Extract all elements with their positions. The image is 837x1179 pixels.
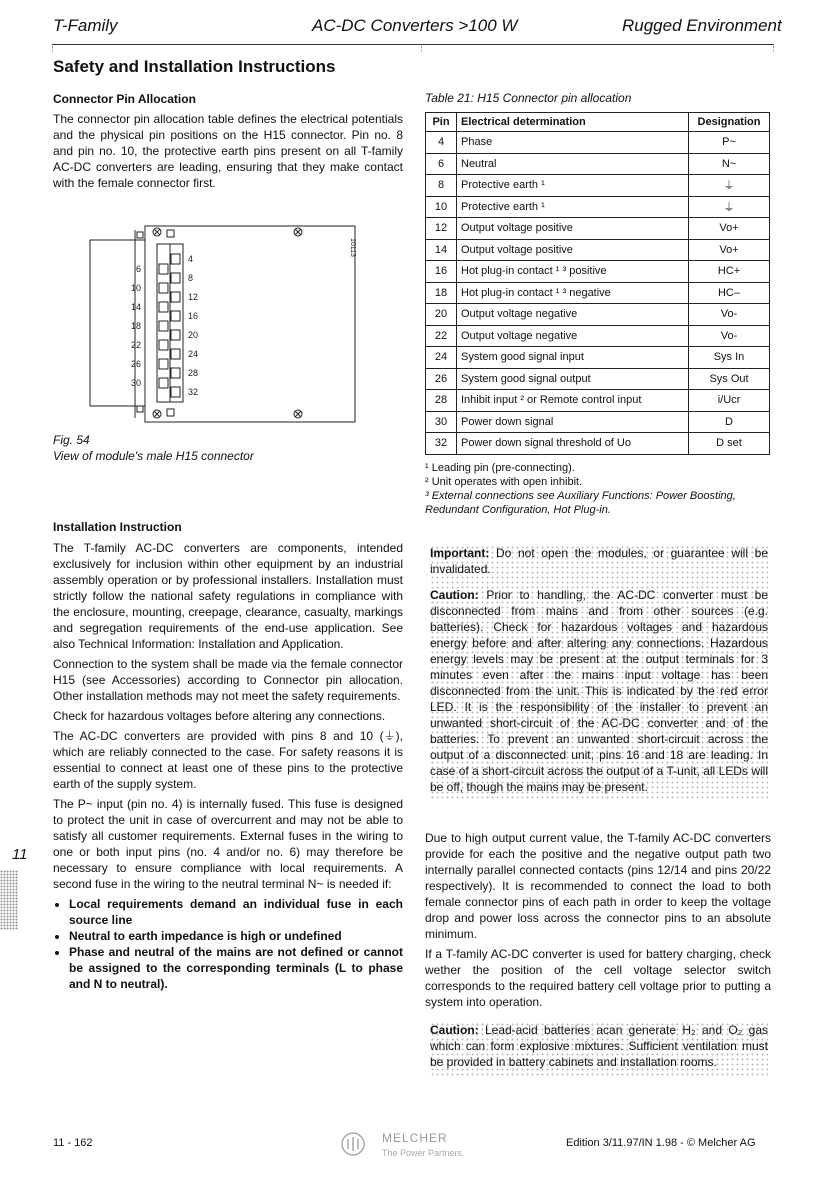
table-row bbox=[426, 304, 770, 326]
figure-code: 10113 bbox=[349, 238, 356, 257]
table-row bbox=[426, 325, 770, 347]
header-left: T-Family bbox=[53, 16, 118, 35]
edition-text: Edition 3/11.97/IN 1.98 - © Melcher AG bbox=[566, 1137, 756, 1149]
chapter-marker: 11 bbox=[12, 846, 28, 863]
cell-electrical: Power down signal threshold of Uo bbox=[457, 433, 689, 455]
table-row bbox=[426, 433, 770, 455]
caution2-label: Caution: bbox=[430, 1023, 479, 1037]
col-pin: Pin bbox=[426, 113, 457, 132]
svg-text:10: 10 bbox=[130, 283, 141, 293]
cell-electrical: Power down signal bbox=[457, 411, 689, 433]
cell-electrical: System good signal output bbox=[457, 368, 689, 390]
svg-text:20: 20 bbox=[188, 330, 199, 340]
caution-box-2 bbox=[430, 1022, 768, 1076]
table-row bbox=[426, 282, 770, 304]
install-p3: Check for hazardous voltages before altering any connections. bbox=[53, 709, 386, 723]
cell-designation: Sys In bbox=[689, 347, 770, 369]
svg-text:4: 4 bbox=[188, 254, 194, 264]
cell-designation: D set bbox=[689, 433, 770, 455]
cell-pin: 28 bbox=[426, 390, 457, 412]
svg-text:22: 22 bbox=[130, 340, 141, 350]
cell-designation: Vo- bbox=[689, 325, 770, 347]
page-title: Safety and Installation Instructions bbox=[53, 57, 336, 76]
cell-designation: P~ bbox=[689, 132, 770, 154]
table-row bbox=[426, 347, 770, 369]
caution2-text: Lead-acid batteries acan generate H₂ and O₂ gas which can form explosive mixtures. Sufficient ventilation must be provided in battery cabinets and installation rooms. bbox=[430, 1023, 768, 1069]
install-p2: Connection to the system shall be made via the female connector H15 (see Accessories) according to Connector pin allocation. Other installation methods may not meet the safety requirements. bbox=[53, 657, 403, 703]
cell-designation: Vo- bbox=[689, 304, 770, 326]
important-label: Important: bbox=[430, 546, 490, 560]
cell-electrical: Protective earth ¹ bbox=[457, 175, 689, 197]
table-row bbox=[426, 218, 770, 240]
cell-electrical: Output voltage negative bbox=[457, 325, 689, 347]
col-electrical: Electrical determination bbox=[457, 113, 689, 132]
cell-electrical: Phase bbox=[457, 132, 689, 154]
table-row bbox=[426, 239, 770, 261]
header-tick bbox=[421, 46, 422, 52]
svg-text:12: 12 bbox=[188, 292, 199, 302]
table-caption: Table 21: H15 Connector pin allocation bbox=[425, 91, 632, 105]
cell-electrical: Output voltage positive bbox=[457, 239, 689, 261]
cell-pin: 12 bbox=[426, 218, 457, 240]
svg-text:26: 26 bbox=[130, 359, 141, 369]
header-tick bbox=[773, 46, 774, 52]
cell-pin: 22 bbox=[426, 325, 457, 347]
table-row bbox=[426, 411, 770, 433]
svg-text:32: 32 bbox=[188, 387, 199, 397]
important-text: Do not open the modules, or guarantee will be invalidated. bbox=[430, 546, 768, 576]
install-p1: The T-family AC-DC converters are components, intended exclusively for inclusion within other equipment by an industrial assembly operation or by professional installers. Installation must strictly follow the national safety regulations in compliance with the enclosure, mounting, creepage, clearance, casualty, markings and segregation requirements of the end-use application. See also Technical Information: Installation and Application. bbox=[53, 541, 403, 651]
right-text bbox=[425, 830, 771, 1014]
table-row bbox=[426, 368, 770, 390]
caution-label: Caution: bbox=[430, 588, 479, 602]
warning-box bbox=[430, 545, 768, 801]
header-tick bbox=[52, 46, 53, 52]
cell-pin: 16 bbox=[426, 261, 457, 283]
cell-designation: HC– bbox=[689, 282, 770, 304]
connector-heading: Connector Pin Allocation bbox=[53, 92, 196, 106]
list-item: • Local requirements demand an individual fuse in each source line bbox=[69, 896, 403, 928]
connector-text: The connector pin allocation table defines the electrical potentials and the physical pin positions on the H15 connector. Pin no. 8 and pin no. 10, the protective earth pins present on all T-family AC-DC converters are leading, ensuring that they make contact with the female connector first. bbox=[53, 112, 403, 190]
cell-electrical: Output voltage positive bbox=[457, 218, 689, 240]
output-paragraph: Due to high output current value, the T-family AC-DC converters provide for each the positive and the negative output path two internally parallel connected contacts (pins 12/14 and pins 20/22 respectively). It is recommended to connect the load to both female connector pins of each path in order to keep the voltage drop and power loss across the connector pins to an absolute minimum. bbox=[425, 831, 771, 941]
cell-designation: Vo+ bbox=[689, 218, 770, 240]
cell-pin: 8 bbox=[426, 175, 457, 197]
cell-designation: ⏚ bbox=[689, 175, 770, 197]
header-right: Rugged Environment bbox=[622, 16, 782, 35]
footnote-2: ² Unit operates with open inhibit. bbox=[425, 476, 583, 488]
battery-paragraph: If a T-family AC-DC converter is used for battery charging, check wether the position of the cell voltage selector switch corresponds to the required battery cell voltage prior to putting a system into operation. bbox=[425, 947, 771, 1009]
cell-pin: 4 bbox=[426, 132, 457, 154]
cell-electrical: Inhibit input ² or Remote control input bbox=[457, 390, 689, 412]
figure-caption: View of module's male H15 connector bbox=[53, 449, 254, 463]
install-heading: Installation Instruction bbox=[53, 520, 182, 534]
cell-pin: 14 bbox=[426, 239, 457, 261]
pin-table bbox=[425, 112, 770, 455]
svg-text:28: 28 bbox=[188, 368, 199, 378]
svg-text:14: 14 bbox=[130, 302, 141, 312]
table-row bbox=[426, 153, 770, 175]
install-p5: The P~ input (pin no. 4) is internally fused. This fuse is designed to protect the unit in case of overcurrent and may not be able to satisfy all customer requirements. External fuses in the wiring to one or both input pins (no. 4 and/or no. 6) may therefore be necessary to ensure compliance with local requirements. A second fuse in the wiring to the neutral terminal N~ is needed if: bbox=[53, 797, 403, 891]
figure-label: Fig. 54 bbox=[53, 433, 90, 447]
cell-designation: D bbox=[689, 411, 770, 433]
table-row bbox=[426, 390, 770, 412]
svg-text:16: 16 bbox=[188, 311, 199, 321]
cell-pin: 24 bbox=[426, 347, 457, 369]
list-item: • Neutral to earth impedance is high or undefined bbox=[69, 928, 403, 944]
svg-text:6: 6 bbox=[135, 264, 141, 274]
table-row bbox=[426, 261, 770, 283]
header-rule bbox=[52, 44, 774, 45]
cell-electrical: Hot plug-in contact ¹ ³ positive bbox=[457, 261, 689, 283]
footnote-3: ³ External connections see Auxiliary Functions: Power Boosting, Redundant Configuration, Hot Plug-in. bbox=[425, 490, 736, 516]
cell-designation: ⏚ bbox=[689, 196, 770, 218]
cell-designation: Sys Out bbox=[689, 368, 770, 390]
cell-designation: HC+ bbox=[689, 261, 770, 283]
col-designation: Designation bbox=[689, 113, 770, 132]
cell-designation: N~ bbox=[689, 153, 770, 175]
table-row bbox=[426, 175, 770, 197]
cell-pin: 20 bbox=[426, 304, 457, 326]
table-row bbox=[426, 196, 770, 218]
side-tab bbox=[0, 870, 18, 930]
fuse-list bbox=[53, 896, 403, 992]
page-number: 11 - 162 bbox=[53, 1137, 93, 1149]
header-center: AC-DC Converters >100 W bbox=[312, 16, 518, 35]
cell-pin: 18 bbox=[426, 282, 457, 304]
cell-pin: 30 bbox=[426, 411, 457, 433]
cell-designation: Vo+ bbox=[689, 239, 770, 261]
table-header-row bbox=[426, 113, 770, 132]
caution-text: Prior to handling, the AC-DC converter must be disconnected from mains and from other sources (e.g. batteries). Check for hazardous voltages and hazardous energy before and after altering any connections. Hazardous energy levels may be present at the output terminals for 3 minutes even after the mains input voltage has been disconnected from the unit. This is indicated by the red error LED. It is the responsibility of the installer to prevent an unwanted short-circuit of the AC-DC converter and of the batteries. To prevent an unwanted short-circuit across the output of a disconnected unit, pins 16 and 18 are leading. In case of a short-circuit across the output of a T-unit, all LEDs will be off, though the mains may be present. bbox=[430, 588, 769, 794]
logo-tagline: The Power Partners. bbox=[382, 1148, 465, 1158]
svg-text:24: 24 bbox=[188, 349, 199, 359]
cell-pin: 26 bbox=[426, 368, 457, 390]
cell-electrical: Neutral bbox=[457, 153, 689, 175]
cell-designation: i/Ucr bbox=[689, 390, 770, 412]
cell-pin: 6 bbox=[426, 153, 457, 175]
table-row bbox=[426, 132, 770, 154]
svg-text:8: 8 bbox=[188, 273, 194, 283]
list-item: • Phase and neutral of the mains are not defined or cannot be assigned to the corresponding terminals (L to phase and N to neutral). bbox=[69, 944, 403, 992]
svg-text:30: 30 bbox=[130, 378, 141, 388]
install-p4: The AC-DC converters are provided with pins 8 and 10 (⏚), which are reliably connected to the case. For safety reasons it is essential to connect at least one of these pins to the protective earth of the supply system. bbox=[53, 729, 403, 791]
cell-electrical: Protective earth ¹ bbox=[457, 196, 689, 218]
melcher-logo-icon bbox=[340, 1131, 366, 1157]
svg-text:18: 18 bbox=[130, 321, 141, 331]
cell-electrical: Hot plug-in contact ¹ ³ negative bbox=[457, 282, 689, 304]
cell-pin: 10 bbox=[426, 196, 457, 218]
cell-electrical: Output voltage negative bbox=[457, 304, 689, 326]
cell-electrical: System good signal input bbox=[457, 347, 689, 369]
connector-figure bbox=[85, 218, 365, 428]
cell-pin: 32 bbox=[426, 433, 457, 455]
logo-name: MELCHER bbox=[382, 1131, 448, 1145]
footnote-1: ¹ Leading pin (pre-connecting). bbox=[425, 462, 575, 474]
install-body bbox=[53, 540, 403, 992]
